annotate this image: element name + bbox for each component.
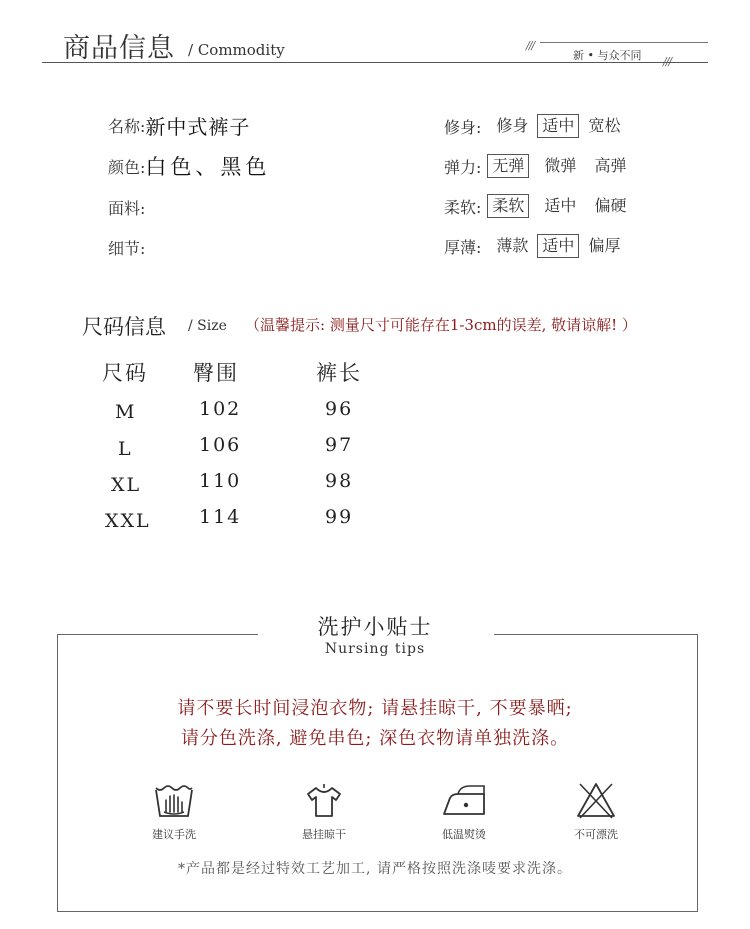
thickness-label: 厚薄:: [444, 237, 482, 257]
size-section-title: 尺码信息: [82, 315, 166, 339]
fit-row: [444, 114, 623, 138]
elasticity-option-1: 微弹: [544, 156, 577, 175]
name-row: [108, 111, 250, 140]
size-cell: 114: [199, 506, 242, 528]
detail-label: 细节:: [108, 239, 146, 258]
size-cell: L: [118, 438, 133, 460]
size-cell: 97: [325, 434, 354, 456]
low-iron-label: 低温熨烫: [442, 828, 486, 841]
size-cell: XXL: [105, 510, 151, 532]
size-cell: M: [115, 401, 137, 423]
size-note: （温馨提示: 测量尺寸可能存在1-3cm的误差, 敬请谅解! ）: [245, 316, 637, 334]
care-footer-note: *产品都是经过特效工艺加工, 请严格按照洗涤唛要求洗涤。: [178, 861, 572, 877]
detail-row: [108, 236, 145, 259]
softness-option-0: 柔软: [487, 194, 529, 218]
care-subtitle: Nursing tips: [324, 641, 426, 657]
size-cell: 98: [325, 470, 354, 492]
size-cell: 110: [199, 470, 242, 492]
no-bleach-label: 不可漂洗: [574, 828, 618, 841]
fabric-row: [108, 196, 145, 219]
hang-dry-label: 悬挂晾干: [302, 828, 346, 841]
fit-option-1: 适中: [537, 114, 579, 138]
elasticity-option-2: 高弹: [594, 156, 627, 175]
size-header-length: 裤长: [316, 361, 362, 385]
size-cell: 106: [199, 434, 242, 456]
care-hand-wash: [114, 782, 234, 842]
thickness-option-2: 偏厚: [588, 236, 621, 255]
softness-option-2: 偏硬: [594, 196, 627, 215]
softness-option-1: 适中: [544, 196, 577, 215]
name-label: 名称:: [108, 117, 146, 136]
no-bleach-icon: [574, 780, 618, 820]
thickness-option-0: 薄款: [496, 236, 529, 255]
thickness-row: [444, 234, 623, 258]
elasticity-row: [444, 154, 629, 178]
hand-wash-icon: [152, 782, 196, 820]
page-subtitle: / Commodity: [188, 41, 285, 59]
care-no-bleach: [536, 780, 656, 842]
low-iron-icon: [440, 782, 488, 820]
header-tagline: 新 • 与众不同: [573, 49, 642, 62]
care-warning-line-2: 请分色洗涤, 避免串色; 深色衣物请单独洗涤。: [180, 728, 570, 749]
care-title: 洗护小贴士: [317, 615, 433, 639]
fit-option-2: 宽松: [588, 116, 621, 135]
color-value: 白色、黑色: [145, 155, 271, 179]
name-value: 新中式裤子: [145, 115, 251, 139]
header-top-divider: [540, 42, 708, 43]
size-cell: 102: [199, 398, 242, 420]
hand-wash-label: 建议手洗: [152, 828, 196, 841]
header-deco-left: ///: [526, 39, 535, 52]
color-label: 颜色:: [108, 157, 146, 177]
softness-row: [444, 194, 629, 218]
hang-dry-icon: [302, 782, 346, 820]
color-row: [108, 151, 270, 181]
elasticity-label: 弹力:: [444, 157, 482, 177]
care-hang-dry: [264, 782, 384, 842]
care-low-iron: [404, 782, 524, 842]
size-cell: 99: [325, 506, 354, 528]
header-deco-right: ///: [663, 55, 672, 68]
page-title: 商品信息: [63, 33, 175, 64]
size-header-size: 尺码: [102, 361, 148, 385]
softness-label: 柔软:: [444, 197, 482, 217]
elasticity-option-0: 无弹: [487, 154, 529, 178]
fit-option-0: 修身: [496, 116, 529, 135]
fit-label: 修身:: [444, 117, 482, 137]
size-header-hip: 臀围: [193, 361, 239, 385]
care-warning-line-1: 请不要长时间浸泡衣物; 请悬挂晾干, 不要暴晒;: [177, 698, 573, 719]
fabric-label: 面料:: [108, 199, 146, 218]
size-section-subtitle: / Size: [188, 318, 227, 334]
size-cell: XL: [111, 474, 142, 496]
size-cell: 96: [325, 398, 354, 420]
thickness-option-1: 适中: [537, 234, 579, 258]
